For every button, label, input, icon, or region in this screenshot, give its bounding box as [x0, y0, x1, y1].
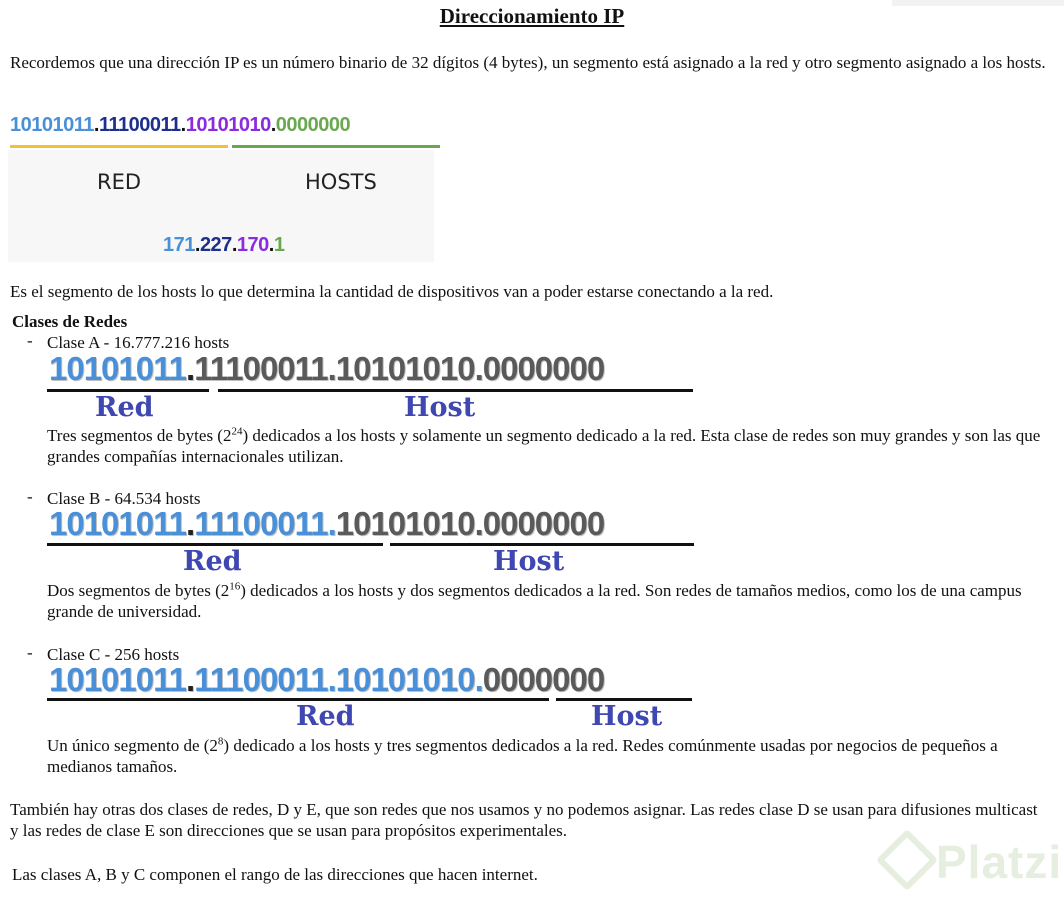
page-title: Direccionamiento IP — [439, 4, 625, 28]
class-c-description — [47, 735, 1059, 777]
dot: . — [270, 114, 276, 136]
red-label: RED — [97, 170, 142, 194]
net-octet-3: 10101010 — [335, 661, 475, 698]
class-b-description — [47, 580, 1057, 622]
other-classes-paragraph: También hay otras dos clases de redes, D y E, que son redes que nos usamos y no podemos asignar. Las redes clase D se usan para difusiones multicast y las redes de clase E son direcciones que se usan para propósitos experimentales. — [10, 800, 1038, 840]
class-a-title: Clase A - 16.777.216 hosts — [47, 333, 230, 352]
desc-pre: Dos segmentos de bytes (2 — [47, 581, 230, 600]
class-c-host-label: Host — [591, 701, 663, 732]
octet-1: 10101011 — [10, 114, 94, 136]
net-octet-1: 10101011 — [49, 350, 187, 387]
decimal-2: 227 — [199, 234, 232, 256]
classes-heading: Clases de Redes — [12, 312, 128, 331]
class-a-description — [47, 425, 1047, 467]
hosts-label: HOSTS — [305, 170, 377, 194]
exponent: 24 — [231, 425, 243, 438]
dot: . — [93, 114, 99, 136]
host-octet-3: 10101010 — [335, 505, 475, 542]
platzi-watermark: Platzi — [936, 836, 1063, 888]
class-a-binary — [49, 350, 604, 388]
desc-post: ) dedicado a los hosts y tres segmentos dedicados a la red. Redes comúnmente usadas por negocios de pequeños a medianos tamaños. — [47, 736, 998, 776]
exponent: 16 — [229, 580, 241, 593]
octet-4: 0000000 — [275, 114, 351, 136]
class-b-host-label: Host — [493, 546, 565, 577]
class-b-title: Clase B - 64.534 hosts — [47, 489, 201, 508]
ip-decimal-address — [163, 234, 284, 257]
host-octet-4: 0000000 — [482, 350, 605, 387]
dot: . — [327, 350, 336, 387]
dot: . — [474, 661, 483, 698]
host-octet-4: 0000000 — [482, 661, 605, 698]
red-underline — [10, 145, 228, 148]
class-c-binary — [49, 661, 604, 699]
desc-post: ) dedicados a los hosts y solamente un segmento dedicado a la red. Esta clase de redes son muy grandes y son las que grandes compañías internacionales utilizan. — [47, 426, 1041, 466]
hosts-underline — [232, 145, 440, 148]
bullet-dash: - — [27, 331, 33, 350]
decimal-3: 170 — [236, 234, 269, 256]
decimal-4: 1 — [273, 234, 285, 256]
desc-pre: Un único segmento de (2 — [47, 736, 218, 755]
dot: . — [327, 661, 336, 698]
class-a-red-label: Red — [95, 392, 154, 423]
host-octet-4: 0000000 — [482, 505, 605, 542]
bullet-dash: - — [27, 643, 33, 662]
dot: . — [327, 505, 336, 542]
dot: . — [180, 114, 186, 136]
host-octet-3: 10101010 — [335, 350, 475, 387]
dot: . — [186, 505, 195, 542]
dot: . — [186, 661, 195, 698]
net-octet-2: 11100011 — [194, 505, 328, 542]
dot: . — [268, 234, 274, 256]
ip-binary-address — [10, 114, 350, 137]
host-octet-2: 11100011 — [194, 350, 328, 387]
desc-pre: Tres segmentos de bytes (2 — [47, 426, 232, 445]
class-c-title: Clase C - 256 hosts — [47, 645, 180, 664]
dot: . — [474, 505, 483, 542]
dot: . — [194, 234, 200, 256]
dot: . — [474, 350, 483, 387]
desc-post: ) dedicados a los hosts y dos segmentos dedicados a la red. Son redes de tamaños medios, como los de una campus grande de universidad. — [47, 581, 1022, 621]
closing-paragraph: Las clases A, B y C componen el rango de las direcciones que hacen internet. — [12, 865, 538, 884]
bullet-dash: - — [27, 487, 33, 506]
dot: . — [231, 234, 237, 256]
net-octet-1: 10101011 — [49, 505, 187, 542]
net-octet-2: 11100011 — [194, 661, 328, 698]
octet-3: 10101010 — [185, 114, 271, 136]
class-c-red-label: Red — [296, 701, 355, 732]
exponent: 8 — [217, 735, 224, 748]
decimal-1: 171 — [163, 234, 195, 256]
octet-2: 11100011 — [98, 114, 181, 136]
class-a-host-label: Host — [404, 392, 476, 423]
net-octet-1: 10101011 — [49, 661, 187, 698]
class-b-red-label: Red — [183, 546, 242, 577]
hosts-note: Es el segmento de los hosts lo que determina la cantidad de dispositivos van a poder estarse conectando a la red. — [10, 282, 774, 301]
intro-paragraph: Recordemos que una dirección IP es un número binario de 32 dígitos (4 bytes), un segmento está asignado a la red y otro segmento asignado a los hosts. — [10, 53, 1046, 72]
dot: . — [186, 350, 195, 387]
class-b-binary — [49, 505, 604, 543]
